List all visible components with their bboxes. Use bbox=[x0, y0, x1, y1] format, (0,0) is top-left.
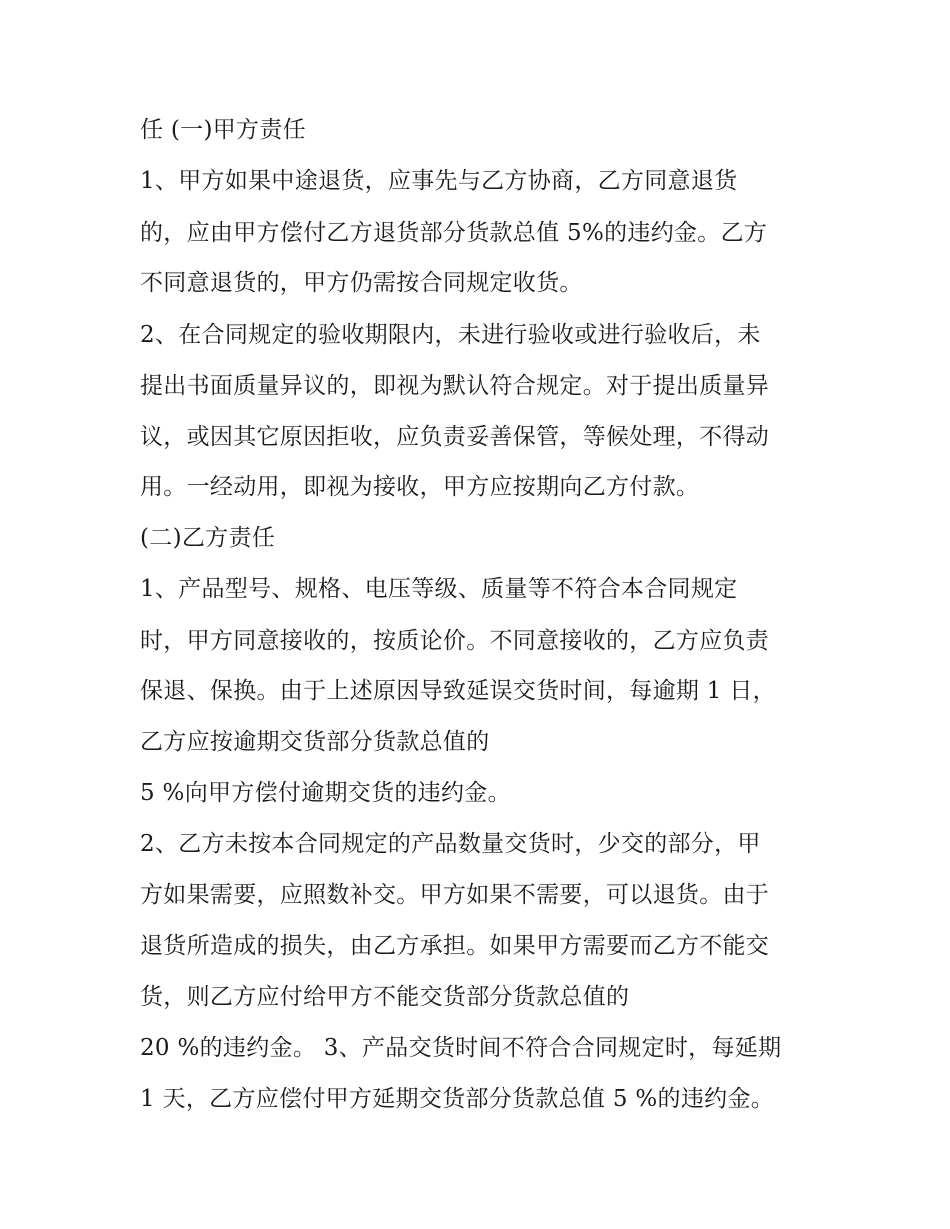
section-heading-party-a: 任 (一)甲方责任 bbox=[140, 117, 306, 143]
text-line: 1、甲方如果中途退货，应事先与乙方协商，乙方同意退货 bbox=[140, 168, 738, 194]
text-line: 1、产品型号、规格、电压等级、质量等不符合本合同规定 bbox=[140, 576, 738, 602]
text-line: 5 %向甲方偿付逾期交货的违约金。 bbox=[140, 780, 511, 806]
text-line: 货，则乙方应付给甲方不能交货部分货款总值的 bbox=[140, 984, 630, 1010]
text-line: 2、在合同规定的验收期限内，未进行验收或进行验收后，未 bbox=[140, 322, 761, 348]
text-line: 20 %的违约金。 3、产品交货时间不符合合同规定时，每延期 bbox=[140, 1035, 782, 1061]
text-line: 议，或因其它原因拒收，应负责妥善保管，等候处理，不得动 bbox=[140, 424, 770, 450]
text-line: 的，应由甲方偿付乙方退货部分货款总值 5%的违约金。乙方 bbox=[140, 220, 768, 246]
section-heading-party-b: (二)乙方责任 bbox=[140, 525, 276, 551]
text-line: 用。一经动用，即视为接收，甲方应按期向乙方付款。 bbox=[140, 474, 700, 500]
text-line: 时，甲方同意接收的，按质论价。不同意接收的，乙方应负责 bbox=[140, 628, 770, 654]
text-line: 提出书面质量异议的，即视为默认符合规定。对于提出质量异 bbox=[140, 373, 770, 399]
text-line: 乙方应按逾期交货部分货款总值的 bbox=[140, 729, 490, 755]
text-line: 1 天，乙方应偿付甲方延期交货部分货款总值 5 %的违约金。 bbox=[140, 1086, 775, 1112]
text-line: 退货所造成的损失，由乙方承担。如果甲方需要而乙方不能交 bbox=[140, 933, 770, 959]
text-line: 2、乙方未按本合同规定的产品数量交货时，少交的部分，甲 bbox=[140, 831, 761, 857]
text-line: 方如果需要，应照数补交。甲方如果不需要，可以退货。由于 bbox=[140, 882, 770, 908]
text-line: 不同意退货的，甲方仍需按合同规定收货。 bbox=[140, 270, 583, 296]
text-line: 保退、保换。由于上述原因导致延误交货时间，每逾期 1 日， bbox=[140, 678, 776, 704]
